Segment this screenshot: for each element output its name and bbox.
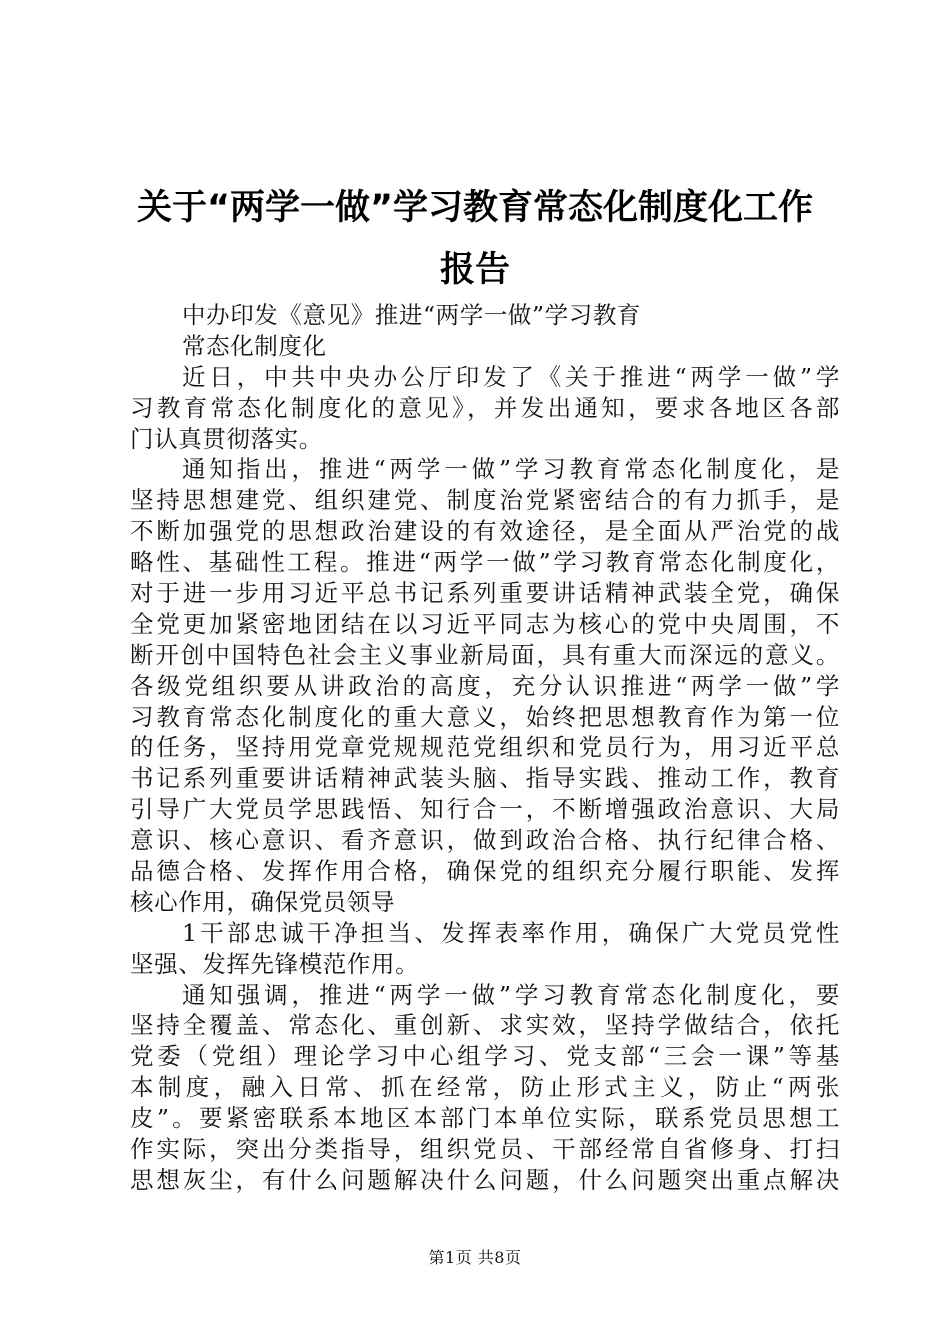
- paragraph-line: 对于进一步用习近平总书记系列重要讲话精神武装全党，确保: [130, 579, 840, 608]
- paragraph-line: 习教育常态化制度化的重大意义，始终把思想教育作为第一位: [130, 702, 840, 731]
- paragraph-line: 皮”。要紧密联系本地区本部门本单位实际，联系党员思想工: [130, 1104, 840, 1133]
- paragraph-line: 断开创中国特色社会主义事业新局面，具有重大而深远的意义。: [130, 640, 840, 669]
- paragraph-line: 的任务，坚持用党章党规规范党组织和党员行为，用习近平总: [130, 733, 840, 762]
- subtitle-line: 中办印发《意见》推进“两学一做”学习教育: [182, 301, 642, 329]
- paragraph-line: 核心作用，确保党员领导: [130, 887, 396, 916]
- paragraph-line: 近日，中共中央办公厅印发了《关于推进“两学一做”学: [182, 362, 840, 391]
- paragraph-line: 品德合格、发挥作用合格，确保党的组织充分履行职能、发挥: [130, 857, 840, 886]
- paragraph-line: 坚持思想建党、组织建党、制度治党紧密结合的有力抓手，是: [130, 486, 840, 515]
- paragraph-line: 1干部忠诚干净担当、发挥表率作用，确保广大党员党性: [182, 918, 840, 947]
- paragraph-line: 引导广大党员学思践悟、知行合一，不断增强政治意识、大局: [130, 795, 840, 824]
- paragraph-line: 习教育常态化制度化的意见》，并发出通知，要求各地区各部: [130, 393, 840, 422]
- page-number-footer: 第1页 共8页: [428, 1248, 522, 1267]
- paragraph-line: 坚强、发挥先锋模范作用。: [130, 949, 420, 978]
- paragraph-line: 通知强调，推进“两学一做”学习教育常态化制度化，要: [182, 980, 840, 1009]
- paragraph-line: 坚持全覆盖、常态化、重创新、求实效，坚持学做结合，依托: [130, 1011, 840, 1040]
- paragraph-line: 书记系列重要讲话精神武装头脑、指导实践、推动工作，教育: [130, 764, 840, 793]
- paragraph-line: 全党更加紧密地团结在以习近平同志为核心的党中央周围，不: [130, 609, 840, 638]
- document-title-line-1: 关于“两学一做”学习教育常态化制度化工作: [136, 188, 813, 228]
- paragraph-line: 略性、基础性工程。推进“两学一做”学习教育常态化制度化，: [130, 548, 840, 577]
- paragraph-line: 各级党组织要从讲政治的高度，充分认识推进“两学一做”学: [130, 671, 840, 700]
- paragraph-line: 本制度，融入日常、抓在经常，防止形式主义，防止“两张: [130, 1073, 840, 1102]
- document-body: [130, 300, 840, 1196]
- paragraph-line: 不断加强党的思想政治建设的有效途径，是全面从严治党的战: [130, 517, 840, 546]
- subtitle-line: 常态化制度化: [182, 331, 327, 360]
- paragraph-line: 意识、核心意识、看齐意识，做到政治合格、执行纪律合格、: [130, 826, 840, 855]
- paragraph-line: 门认真贯彻落实。: [130, 424, 323, 453]
- paragraph-line: 思想灰尘，有什么问题解决什么问题，什么问题突出重点解决: [130, 1165, 840, 1194]
- paragraph-line: 作实际，突出分类指导，组织党员、干部经常自省修身、打扫: [130, 1135, 840, 1164]
- document-title-line-2: 报告: [439, 250, 510, 290]
- paragraph-line: 党委（党组）理论学习中心组学习、党支部“三会一课”等基: [130, 1042, 840, 1071]
- paragraph-line: 通知指出，推进“两学一做”学习教育常态化制度化，是: [182, 455, 840, 484]
